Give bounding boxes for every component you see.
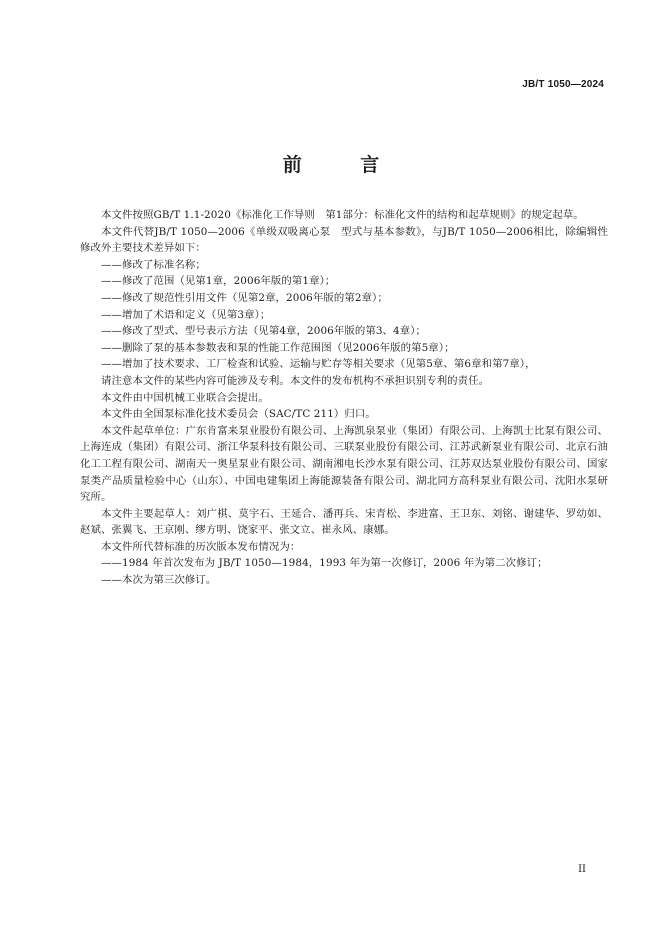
paragraph-drafters: 本文件主要起草人：刘广棋、莫宇石、王延合、潘再兵、宋青松、李进富、王卫东、刘铭、谢建华、罗幼如、赵斌、张翼飞、王京刚、缪方明、饶家平、张文立、崔永风、康娜。 (80, 507, 608, 537)
header-doc-code: JB/T 1050—2024 (522, 79, 604, 90)
paragraph-drafting-rules: 本文件按照GB/T 1.1-2020《标准化工作导则 第1部分：标准化文件的结构和起草规则》的规定起草。 (101, 209, 584, 221)
paragraph-drafting-units: 本文件起草单位：广东肯富来泵业股份有限公司、上海凯泉泵业（集团）有限公司、上海凯士比泵有限公司、上海连成（集团）有限公司、浙江华泵科技有限公司、三联泵业股份有限公司、江苏武新泵业有限公司、北京石油化工工程有限公司、湖南天一奥星泵业有限公司、湖南湘电长沙水泵有限公司、江苏双达泵业股份有限公司、国家泵类产品质量检验中心（山东）、中国电建集团上海能源装备有限公司、湖北同方高科泵业有限公司、沈阳水泵研究所。 (80, 424, 608, 504)
change-item: ——增加了术语和定义（见第3章）； (101, 308, 271, 321)
history-item: ——1984 年首次发布为 JB/T 1050—1984，1993 年为第一次修订，2006 年为第二次修订； (101, 557, 548, 570)
change-item: ——修改了型式、型号表示方法（见第4章，2006年版的第3、4章）； (101, 325, 427, 338)
page-title: 前 言 (282, 154, 406, 176)
change-item: ——删除了泵的基本参数表和泵的性能工作范围图（见2006年版的第5章）； (101, 341, 455, 354)
paragraph-proposer: 本文件由中国机械工业联合会提出。 (101, 391, 269, 404)
foreword-body (80, 207, 608, 589)
paragraph-history-intro: 本文件所代替标准的历次版本发布情况为： (101, 540, 301, 553)
paragraph-replacement: 本文件代替JB/T 1050—2006《单级双吸离心泵 型式与基本参数》，与JB/T 1050—2006相比，除编辑性修改外主要技术差异如下： (80, 225, 608, 255)
paragraph-patent-notice: 请注意本文件的某些内容可能涉及专利。本文件的发布机构不承担识别专利的责任。 (101, 374, 490, 387)
change-item: ——修改了规范性引用文件（见第2章，2006年版的第2章）； (101, 291, 388, 304)
paragraph-committee: 本文件由全国泵标准化技术委员会（SAC/TC 211）归口。 (101, 408, 376, 421)
change-item: ——修改了标准名称； (101, 258, 206, 271)
history-item: ——本次为第三次修订。 (101, 574, 217, 587)
change-item: ——修改了范围（见第1章，2006年版的第1章）； (101, 275, 336, 288)
change-item: ——增加了技术要求、工厂检查和试验、运输与贮存等相关要求（见第5章、第6章和第7章）， (101, 358, 536, 371)
page-number: II (578, 864, 586, 875)
